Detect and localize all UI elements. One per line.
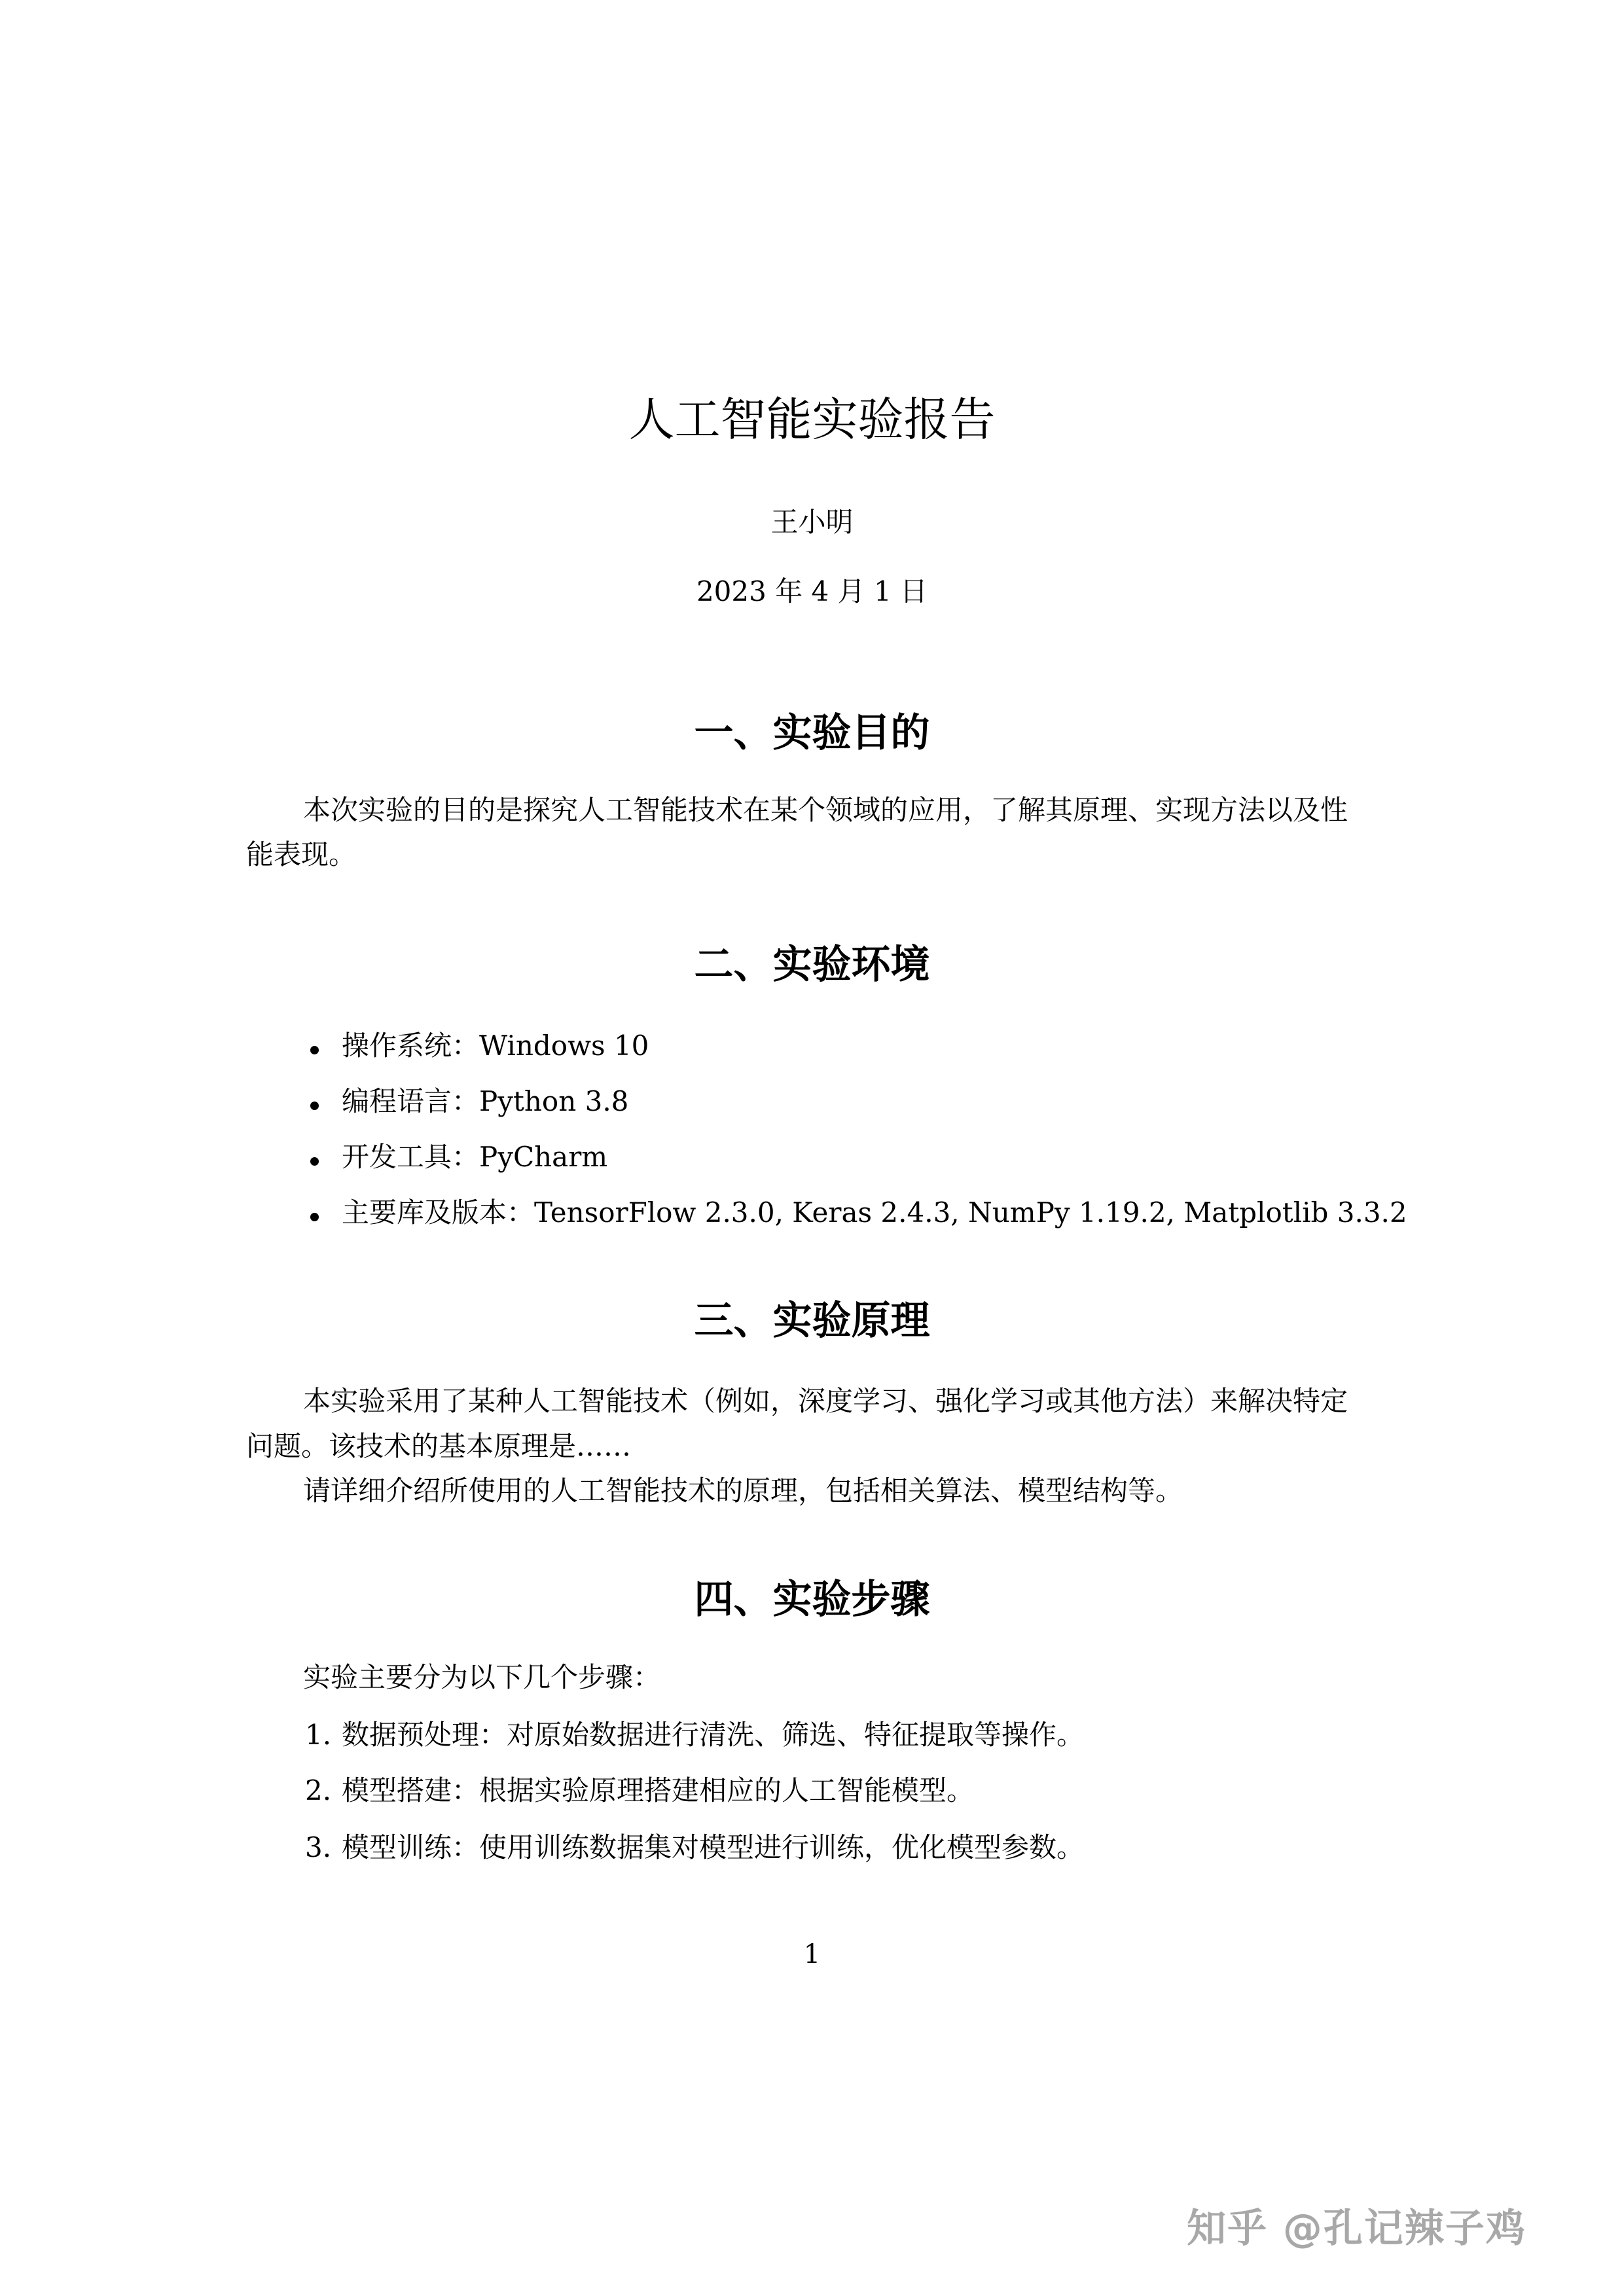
list-item: 主要库及版本：TensorFlow 2.3.0, Keras 2.4.3, NumPy 1.19.2, Matplotlib 3.3.2: [342, 1196, 1407, 1229]
step-number: 3.: [305, 1831, 332, 1863]
paragraph-line: 问题。该技术的基本原理是……: [246, 1430, 632, 1462]
list-item: 模型训练：使用训练数据集对模型进行训练，优化模型参数。: [342, 1831, 1085, 1863]
page-number: 1: [803, 1939, 821, 1969]
list-item: 操作系统：Windows 10: [342, 1030, 649, 1062]
paragraph-line: 请详细介绍所使用的人工智能技术的原理，包括相关算法、模型结构等。: [303, 1475, 1183, 1507]
section-heading-environment: 二、实验环境: [694, 942, 930, 988]
list-item: 开发工具：PyCharm: [342, 1141, 608, 1173]
document-date: 2023 年 4 月 1 日: [696, 575, 928, 607]
bullet-icon: [310, 1157, 319, 1166]
watermark: 知乎 @孔记辣子鸡: [1187, 2206, 1526, 2251]
bullet-icon: [310, 1213, 319, 1221]
bullet-icon: [310, 1102, 319, 1110]
paragraph-line: 本次实验的目的是探究人工智能技术在某个领域的应用，了解其原理、实现方法以及性: [303, 794, 1348, 826]
document-title: 人工智能实验报告: [628, 393, 996, 446]
document-author: 王小明: [770, 506, 854, 538]
section-heading-steps: 四、实验步骤: [694, 1577, 930, 1623]
list-item: 编程语言：Python 3.8: [342, 1085, 629, 1117]
section-heading-purpose: 一、实验目的: [694, 710, 930, 756]
steps-intro: 实验主要分为以下几个步骤：: [303, 1661, 661, 1693]
step-number: 1.: [305, 1719, 332, 1751]
paragraph-line: 能表现。: [246, 838, 357, 870]
paragraph-line: 本实验采用了某种人工智能技术（例如，深度学习、强化学习或其他方法）来解决特定: [303, 1385, 1348, 1417]
bullet-icon: [310, 1046, 319, 1054]
list-item: 模型搭建：根据实验原理搭建相应的人工智能模型。: [342, 1774, 975, 1806]
list-item: 数据预处理：对原始数据进行清洗、筛选、特征提取等操作。: [342, 1719, 1085, 1751]
section-heading-principle: 三、实验原理: [694, 1298, 930, 1344]
step-number: 2.: [305, 1774, 332, 1806]
